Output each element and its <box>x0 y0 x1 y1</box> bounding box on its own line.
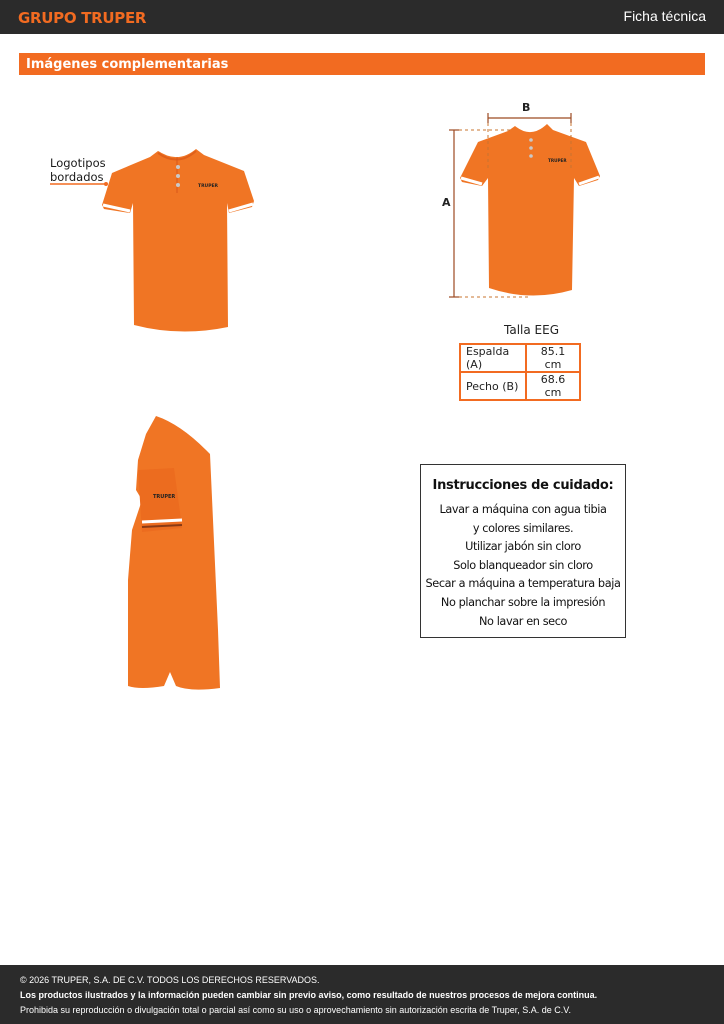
callout-line-1: Logotipos <box>50 156 106 170</box>
side-shirt-image <box>120 410 230 695</box>
dimension-b-label: B <box>522 101 531 114</box>
footer-copyright: © 2026 TRUPER, S.A. DE C.V. TODOS LOS DERECHOS RESERVADOS. <box>20 975 320 985</box>
list-item: No planchar sobre la impresión <box>440 595 606 609</box>
list-item: Secar a máquina a temperatura baja <box>425 577 621 591</box>
document-type: Ficha técnica <box>623 8 706 24</box>
size-value: 85.1 cm <box>526 344 580 372</box>
side-sleeve-cuff <box>142 520 182 522</box>
size-title: Talla EEG <box>504 323 559 337</box>
front-embroidered-logo: TRUPER <box>198 184 219 189</box>
list-item: Solo blanqueador sin cloro <box>453 558 593 572</box>
measurement-shirt-image <box>440 110 610 310</box>
button-3 <box>176 183 180 187</box>
callout-leader <box>50 182 112 188</box>
list-item: Utilizar jabón sin cloro <box>465 540 581 554</box>
size-label: Pecho (B) <box>460 372 526 400</box>
table-row <box>460 344 580 372</box>
size-label: Espalda (A) <box>460 344 526 372</box>
embroidered-logos-callout <box>50 156 106 184</box>
list-item: Lavar a máquina con agua tibia <box>439 503 607 516</box>
section-header <box>19 53 705 75</box>
measurement-shirt-logo: TRUPER <box>548 158 567 163</box>
size-value: 68.6 cm <box>526 372 580 400</box>
brand-logo: GRUPO TRUPER <box>18 9 147 27</box>
button-1 <box>176 165 180 169</box>
header-bar <box>0 0 724 34</box>
side-shirt-body <box>128 416 220 690</box>
front-shirt-image <box>100 143 260 335</box>
list-item: No lavar en seco <box>478 614 568 628</box>
measurement-shirt-body <box>460 124 600 296</box>
footer-disclaimer: Prohibida su reproducción o divulgación total o parcial así como su uso o aprovechamiento sin autorización escrita de Truper, S.A. de C.V. <box>20 1005 571 1015</box>
list-item: y colores similares. <box>472 521 574 535</box>
care-list <box>421 501 625 631</box>
size-table <box>459 343 581 401</box>
footer <box>0 965 724 1024</box>
button-2 <box>176 174 180 178</box>
care-instructions-box <box>420 464 626 638</box>
callout-line-2: bordados <box>50 170 104 184</box>
footer-notice: Los productos ilustrados y la información pueden cambiar sin previo aviso, como resultado de nuestros procesos de mejora continua. <box>20 990 598 1000</box>
dimension-a-label: A <box>442 196 451 209</box>
care-title: Instrucciones de cuidado: <box>432 478 614 493</box>
section-title: Imágenes complementarias <box>26 57 229 72</box>
table-row <box>460 372 580 400</box>
side-sleeve-logo: TRUPER <box>153 494 176 500</box>
